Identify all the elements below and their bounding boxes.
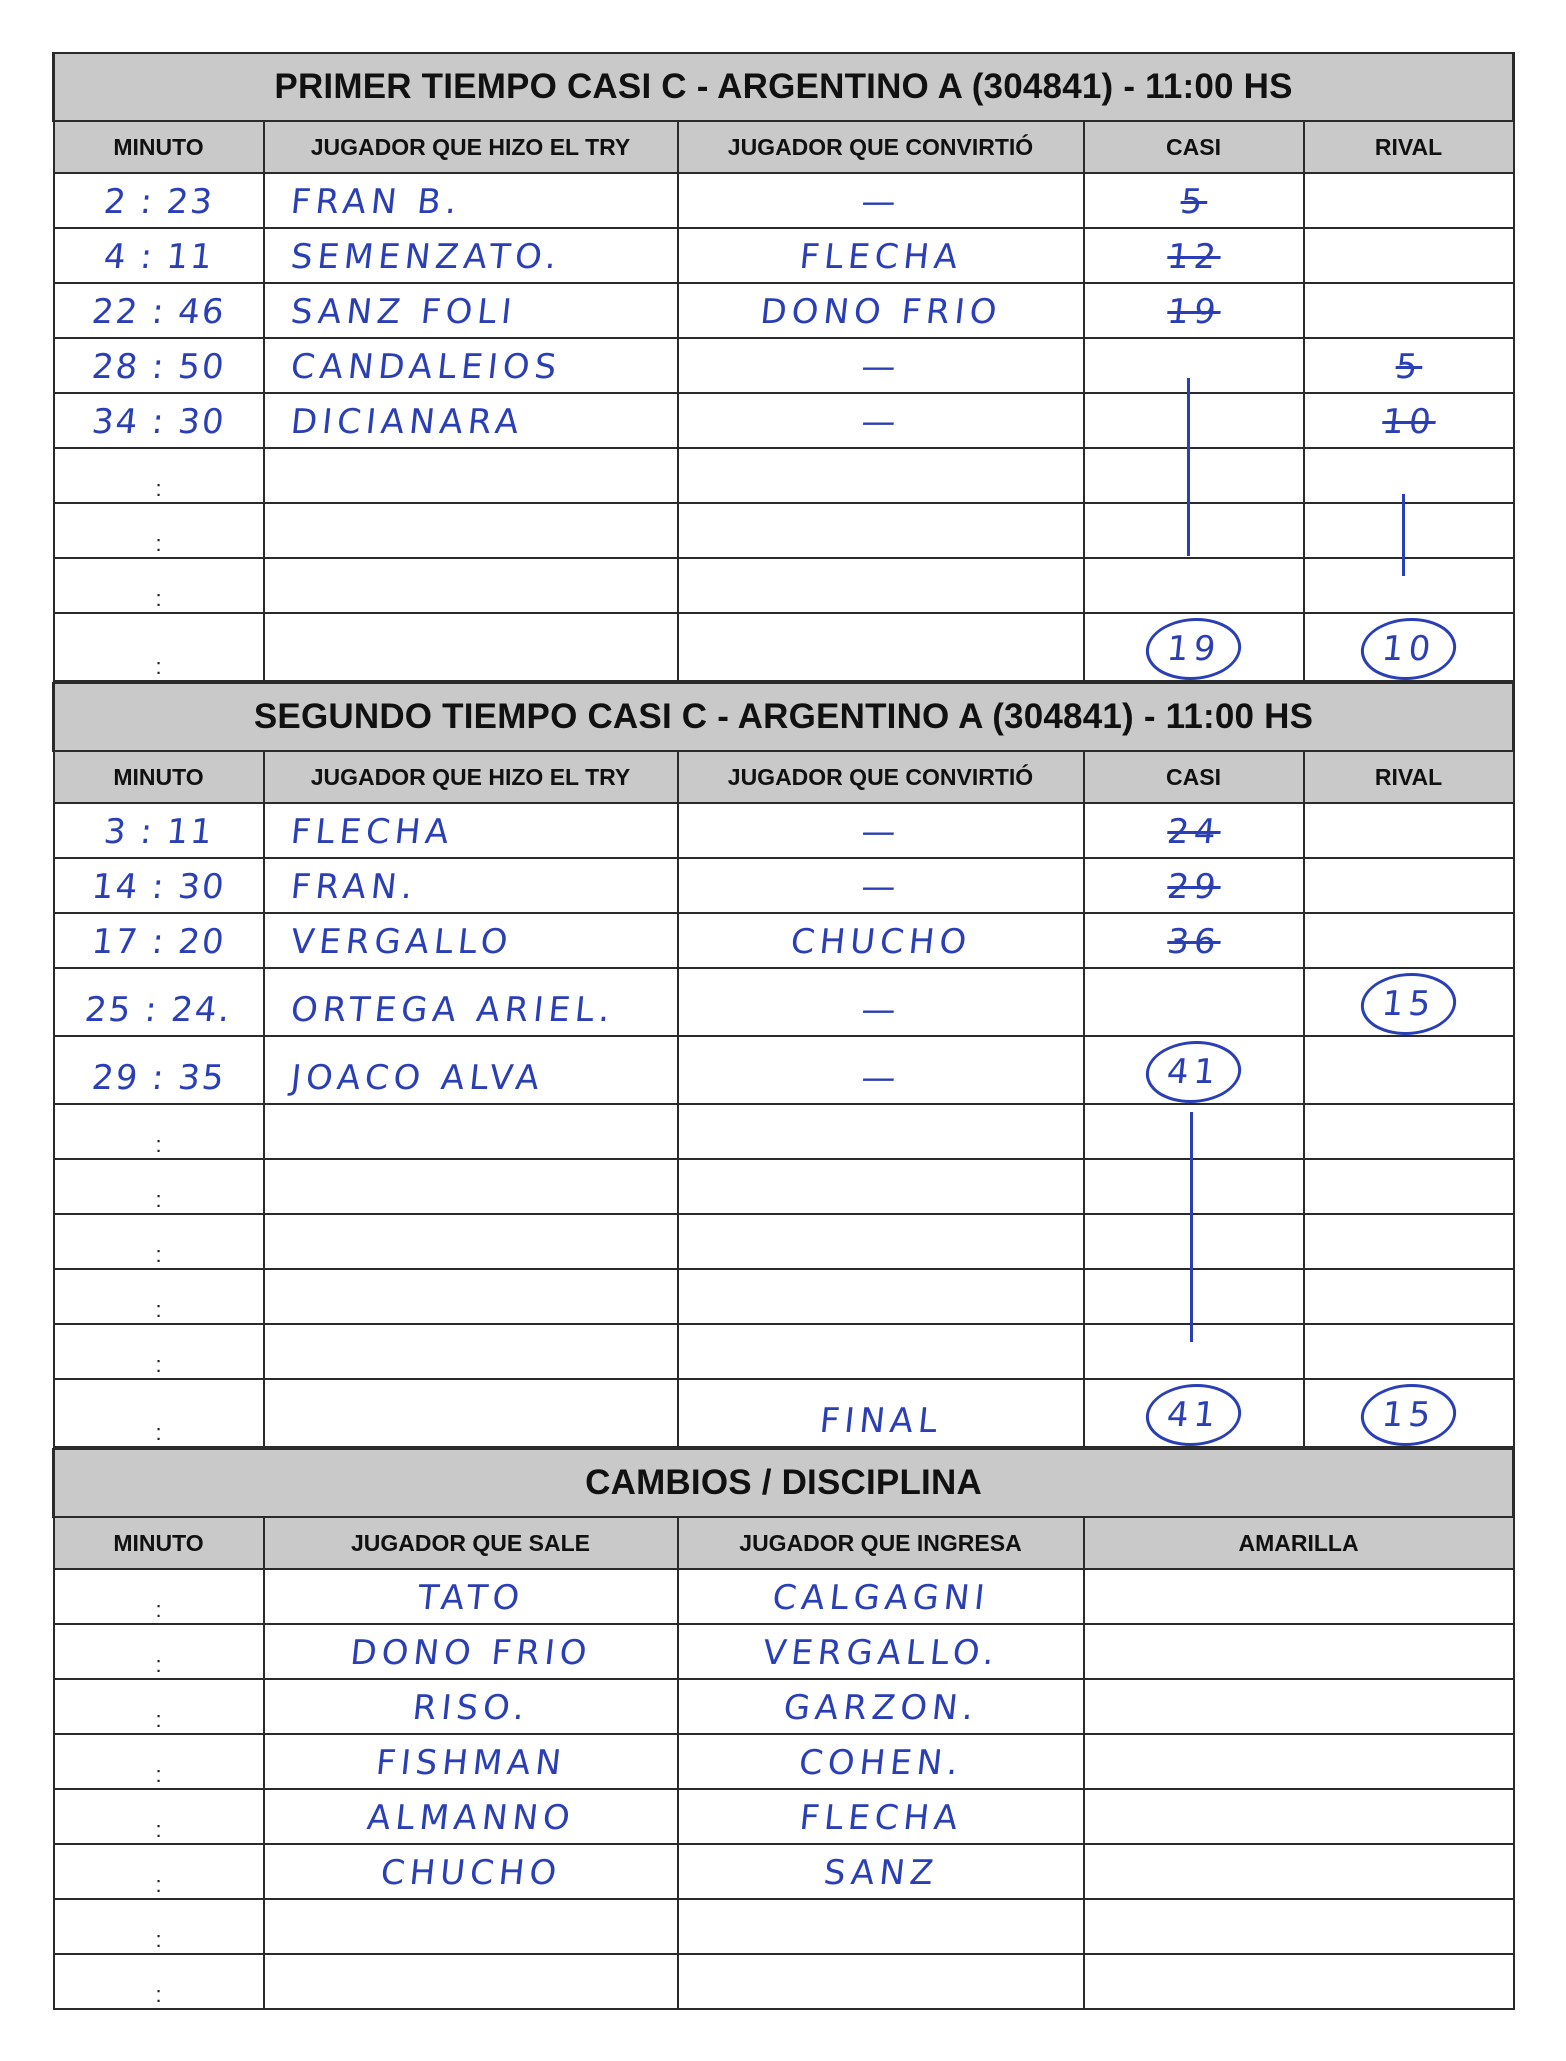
rival-cell[interactable] xyxy=(1304,913,1514,968)
try-player: JOACO ALVA xyxy=(288,1058,546,1098)
rival-cell[interactable] xyxy=(1304,968,1514,1036)
conversion-player: — xyxy=(858,812,903,852)
try-player: FRAN B. xyxy=(288,182,464,222)
player-in: SANZ xyxy=(821,1853,940,1893)
player-in: GARZON. xyxy=(781,1688,980,1728)
minute-value: : xyxy=(155,1927,162,1952)
rival-cell[interactable] xyxy=(1304,803,1514,858)
table-row xyxy=(54,1569,1514,1624)
minute-cell[interactable] xyxy=(54,1844,264,1899)
rival-cell[interactable] xyxy=(1304,448,1514,503)
rival-cell[interactable] xyxy=(1304,1324,1514,1379)
minute-cell[interactable] xyxy=(54,968,264,1036)
yellow-card-cell[interactable] xyxy=(1084,1679,1514,1734)
rival-running-line xyxy=(1402,494,1405,576)
conversion-player-cell[interactable] xyxy=(678,1269,1084,1324)
first-half-rows xyxy=(54,173,1514,681)
conversion-player: — xyxy=(858,867,903,907)
try-player-cell[interactable] xyxy=(264,558,678,613)
casi-cell[interactable] xyxy=(1084,913,1304,968)
header-conversion-player: JUGADOR QUE CONVIRTIÓ xyxy=(678,121,1084,173)
casi-score: 41 xyxy=(1143,1041,1245,1103)
try-player: FLECHA xyxy=(288,812,456,852)
conversion-player: CHUCHO xyxy=(788,922,973,962)
table-row xyxy=(54,283,1514,338)
table-row xyxy=(54,558,1514,613)
casi-cell[interactable] xyxy=(1084,1269,1304,1324)
minute-value: : xyxy=(155,476,162,501)
minute-cell[interactable] xyxy=(54,858,264,913)
minute-value: : xyxy=(155,1297,162,1322)
minute-cell[interactable] xyxy=(54,1899,264,1954)
header-try-player: JUGADOR QUE HIZO EL TRY xyxy=(264,751,678,803)
try-player-cell[interactable] xyxy=(264,1324,678,1379)
yellow-card-cell[interactable] xyxy=(1084,1624,1514,1679)
casi-cell[interactable] xyxy=(1084,338,1304,393)
player-out-cell[interactable] xyxy=(264,1844,678,1899)
minute-cell[interactable] xyxy=(54,1789,264,1844)
minute-value: : xyxy=(155,1242,162,1267)
try-player-cell[interactable] xyxy=(264,613,678,681)
table-row xyxy=(54,913,1514,968)
casi-score: 12 xyxy=(1164,237,1223,277)
table-row xyxy=(54,1899,1514,1954)
conversion-player-cell[interactable] xyxy=(678,283,1084,338)
table-row xyxy=(54,968,1514,1036)
player-out: TATO xyxy=(415,1578,526,1618)
try-player-cell[interactable] xyxy=(264,228,678,283)
casi-score: 36 xyxy=(1164,922,1223,962)
first-half-table xyxy=(52,52,1515,682)
second-half-table xyxy=(52,682,1515,1448)
minute-value: : xyxy=(155,1707,162,1732)
casi-cell[interactable] xyxy=(1084,173,1304,228)
minute-cell[interactable] xyxy=(54,1159,264,1214)
minute-cell[interactable] xyxy=(54,1954,264,2009)
minute-cell[interactable] xyxy=(54,503,264,558)
minute-value: : xyxy=(155,1762,162,1787)
conversion-player-cell[interactable] xyxy=(678,858,1084,913)
player-out: CHUCHO xyxy=(378,1853,563,1893)
casi-running-line-2 xyxy=(1190,1112,1193,1342)
table-row xyxy=(54,1214,1514,1269)
minute-cell[interactable] xyxy=(54,228,264,283)
conversion-player-cell[interactable] xyxy=(678,228,1084,283)
header-conversion-player: JUGADOR QUE CONVIRTIÓ xyxy=(678,751,1084,803)
player-out-cell[interactable] xyxy=(264,1954,678,2009)
try-player: CANDALEIOS xyxy=(288,347,563,387)
score-sheet xyxy=(52,52,1512,2010)
conversion-player-cell[interactable] xyxy=(678,1379,1084,1447)
minute-cell[interactable] xyxy=(54,1104,264,1159)
header-rival: RIVAL xyxy=(1304,121,1514,173)
rival-cell[interactable] xyxy=(1304,173,1514,228)
header-casi: CASI xyxy=(1084,751,1304,803)
table-row xyxy=(54,1036,1514,1104)
try-player-cell[interactable] xyxy=(264,1104,678,1159)
casi-running-line xyxy=(1187,378,1190,556)
casi-cell[interactable] xyxy=(1084,1379,1304,1447)
minute-value: : xyxy=(155,1817,162,1842)
conversion-player-cell[interactable] xyxy=(678,393,1084,448)
table-row xyxy=(54,1789,1514,1844)
rival-score: 5 xyxy=(1393,347,1424,387)
header-casi: CASI xyxy=(1084,121,1304,173)
changes-table xyxy=(52,1448,1515,2010)
rival-cell[interactable] xyxy=(1304,503,1514,558)
table-row xyxy=(54,1104,1514,1159)
rival-cell[interactable] xyxy=(1304,858,1514,913)
player-in: CALGAGNI xyxy=(770,1578,991,1618)
minute-value: 4 : 11 xyxy=(101,237,216,277)
conversion-player-cell[interactable] xyxy=(678,173,1084,228)
minute-value: : xyxy=(155,1597,162,1622)
minute-cell[interactable] xyxy=(54,338,264,393)
casi-cell[interactable] xyxy=(1084,858,1304,913)
second-half-title: SEGUNDO TIEMPO CASI C - ARGENTINO A (304841) - 11:00 HS xyxy=(54,683,1514,751)
casi-score: 29 xyxy=(1164,867,1223,907)
minute-cell[interactable] xyxy=(54,1379,264,1447)
conversion-player: — xyxy=(858,182,903,222)
minute-cell[interactable] xyxy=(54,1679,264,1734)
table-row xyxy=(54,338,1514,393)
minute-value: 2 : 23 xyxy=(101,182,216,222)
minute-value: : xyxy=(155,654,162,679)
conversion-player: — xyxy=(858,1058,903,1098)
minute-value: 28 : 50 xyxy=(89,347,228,387)
first-half-title: PRIMER TIEMPO CASI C - ARGENTINO A (304841) - 11:00 HS xyxy=(54,53,1514,121)
conversion-player: FLECHA xyxy=(797,237,964,277)
player-out: DONO FRIO xyxy=(347,1633,594,1673)
table-row xyxy=(54,503,1514,558)
table-row xyxy=(54,613,1514,681)
minute-cell[interactable] xyxy=(54,1214,264,1269)
conversion-player-cell[interactable] xyxy=(678,1104,1084,1159)
header-minuto: MINUTO xyxy=(54,1517,264,1569)
table-row xyxy=(54,803,1514,858)
rival-cell[interactable] xyxy=(1304,613,1514,681)
player-out-cell[interactable] xyxy=(264,1679,678,1734)
minute-cell[interactable] xyxy=(54,1734,264,1789)
try-player-cell[interactable] xyxy=(264,1269,678,1324)
conversion-player: — xyxy=(858,990,903,1030)
casi-score: 19 xyxy=(1164,292,1223,332)
minute-value: : xyxy=(155,1872,162,1897)
header-minuto: MINUTO xyxy=(54,751,264,803)
try-player-cell[interactable] xyxy=(264,913,678,968)
casi-cell[interactable] xyxy=(1084,1324,1304,1379)
conversion-player: DONO FRIO xyxy=(757,292,1004,332)
table-row xyxy=(54,1734,1514,1789)
casi-score: 24 xyxy=(1164,812,1223,852)
casi-cell[interactable] xyxy=(1084,1159,1304,1214)
player-in-cell[interactable] xyxy=(678,1679,1084,1734)
player-out-cell[interactable] xyxy=(264,1734,678,1789)
conversion-player: FINAL xyxy=(817,1401,944,1441)
player-out-cell[interactable] xyxy=(264,1899,678,1954)
player-out: RISO. xyxy=(410,1688,531,1728)
casi-cell[interactable] xyxy=(1084,503,1304,558)
casi-cell[interactable] xyxy=(1084,393,1304,448)
yellow-card-cell[interactable] xyxy=(1084,1844,1514,1899)
try-player: DICIANARA xyxy=(288,402,526,442)
yellow-card-cell[interactable] xyxy=(1084,1569,1514,1624)
casi-cell[interactable] xyxy=(1084,1104,1304,1159)
player-in: VERGALLO. xyxy=(760,1633,1001,1673)
player-in: FLECHA xyxy=(797,1798,964,1838)
minute-cell[interactable] xyxy=(54,913,264,968)
player-in-cell[interactable] xyxy=(678,1899,1084,1954)
conversion-player: — xyxy=(858,347,903,387)
yellow-card-cell[interactable] xyxy=(1084,1899,1514,1954)
table-row xyxy=(54,228,1514,283)
conversion-player-cell[interactable] xyxy=(678,1214,1084,1269)
casi-cell[interactable] xyxy=(1084,283,1304,338)
casi-cell[interactable] xyxy=(1084,613,1304,681)
player-in-cell[interactable] xyxy=(678,1569,1084,1624)
try-player: SANZ FOLI xyxy=(288,292,518,332)
rival-cell[interactable] xyxy=(1304,1214,1514,1269)
minute-cell[interactable] xyxy=(54,1624,264,1679)
minute-cell[interactable] xyxy=(54,558,264,613)
changes-title: CAMBIOS / DISCIPLINA xyxy=(54,1449,1514,1517)
player-out: FISHMAN xyxy=(373,1743,568,1783)
try-player-cell[interactable] xyxy=(264,858,678,913)
yellow-card-cell[interactable] xyxy=(1084,1954,1514,2009)
conversion-player-cell[interactable] xyxy=(678,448,1084,503)
header-try-player: JUGADOR QUE HIZO EL TRY xyxy=(264,121,678,173)
header-player-in: JUGADOR QUE INGRESA xyxy=(678,1517,1084,1569)
try-player: ORTEGA ARIEL. xyxy=(288,990,617,1030)
casi-cell[interactable] xyxy=(1084,448,1304,503)
player-in-cell[interactable] xyxy=(678,1734,1084,1789)
rival-cell[interactable] xyxy=(1304,1159,1514,1214)
rival-cell[interactable] xyxy=(1304,283,1514,338)
player-in-cell[interactable] xyxy=(678,1844,1084,1899)
rival-cell[interactable] xyxy=(1304,1036,1514,1104)
try-player-cell[interactable] xyxy=(264,1036,678,1104)
table-row xyxy=(54,1844,1514,1899)
player-in-cell[interactable] xyxy=(678,1624,1084,1679)
table-row xyxy=(54,173,1514,228)
try-player-cell[interactable] xyxy=(264,1379,678,1447)
minute-cell[interactable] xyxy=(54,1324,264,1379)
second-half-rows xyxy=(54,803,1514,1447)
rival-cell[interactable] xyxy=(1304,1379,1514,1447)
conversion-player-cell[interactable] xyxy=(678,1159,1084,1214)
minute-cell[interactable] xyxy=(54,803,264,858)
minute-value: : xyxy=(155,1352,162,1377)
header-player-out: JUGADOR QUE SALE xyxy=(264,1517,678,1569)
player-out-cell[interactable] xyxy=(264,1569,678,1624)
casi-cell[interactable] xyxy=(1084,968,1304,1036)
casi-cell[interactable] xyxy=(1084,1214,1304,1269)
casi-cell[interactable] xyxy=(1084,803,1304,858)
casi-cell[interactable] xyxy=(1084,1036,1304,1104)
header-minuto: MINUTO xyxy=(54,121,264,173)
table-row xyxy=(54,1324,1514,1379)
table-row xyxy=(54,1679,1514,1734)
minute-cell[interactable] xyxy=(54,1036,264,1104)
table-row xyxy=(54,858,1514,913)
try-player-cell[interactable] xyxy=(264,1159,678,1214)
conversion-player-cell[interactable] xyxy=(678,338,1084,393)
minute-cell[interactable] xyxy=(54,283,264,338)
yellow-card-cell[interactable] xyxy=(1084,1789,1514,1844)
changes-rows xyxy=(54,1569,1514,2009)
conversion-player-cell[interactable] xyxy=(678,1324,1084,1379)
try-player-cell[interactable] xyxy=(264,968,678,1036)
minute-value: : xyxy=(155,531,162,556)
minute-cell[interactable] xyxy=(54,173,264,228)
minute-value: 25 : 24. xyxy=(83,990,234,1030)
minute-value: : xyxy=(155,1982,162,2007)
minute-value: 14 : 30 xyxy=(89,867,228,907)
rival-cell[interactable] xyxy=(1304,1104,1514,1159)
minute-value: 29 : 35 xyxy=(89,1058,228,1098)
table-row xyxy=(54,1269,1514,1324)
minute-cell[interactable] xyxy=(54,1569,264,1624)
header-yellow-card: AMARILLA xyxy=(1084,1517,1514,1569)
try-player-cell[interactable] xyxy=(264,283,678,338)
minute-value: : xyxy=(155,1652,162,1677)
rival-score: 10 xyxy=(1358,618,1460,680)
try-player-cell[interactable] xyxy=(264,448,678,503)
rival-cell[interactable] xyxy=(1304,228,1514,283)
minute-value: 17 : 20 xyxy=(89,922,228,962)
minute-cell[interactable] xyxy=(54,1269,264,1324)
minute-value: : xyxy=(155,1420,162,1445)
try-player: VERGALLO xyxy=(288,922,515,962)
conversion-player-cell[interactable] xyxy=(678,503,1084,558)
player-in-cell[interactable] xyxy=(678,1789,1084,1844)
try-player-cell[interactable] xyxy=(264,338,678,393)
rival-cell[interactable] xyxy=(1304,558,1514,613)
header-rival: RIVAL xyxy=(1304,751,1514,803)
conversion-player-cell[interactable] xyxy=(678,613,1084,681)
player-in: COHEN. xyxy=(796,1743,965,1783)
casi-cell[interactable] xyxy=(1084,228,1304,283)
minute-value: : xyxy=(155,586,162,611)
try-player-cell[interactable] xyxy=(264,803,678,858)
try-player: SEMENZATO. xyxy=(288,237,563,277)
table-row xyxy=(54,1624,1514,1679)
rival-score: 15 xyxy=(1358,973,1460,1035)
casi-cell[interactable] xyxy=(1084,558,1304,613)
try-player-cell[interactable] xyxy=(264,173,678,228)
conversion-player-cell[interactable] xyxy=(678,803,1084,858)
table-row xyxy=(54,448,1514,503)
conversion-player-cell[interactable] xyxy=(678,913,1084,968)
casi-score: 5 xyxy=(1178,182,1209,222)
try-player: FRAN. xyxy=(288,867,419,907)
player-out-cell[interactable] xyxy=(264,1624,678,1679)
player-out-cell[interactable] xyxy=(264,1789,678,1844)
table-row xyxy=(54,1379,1514,1447)
minute-value: : xyxy=(155,1132,162,1157)
minute-value: 3 : 11 xyxy=(101,812,216,852)
minute-value: 34 : 30 xyxy=(89,402,228,442)
rival-cell[interactable] xyxy=(1304,1269,1514,1324)
player-out: ALMANNO xyxy=(364,1798,577,1838)
table-row xyxy=(54,1954,1514,2009)
minute-value: : xyxy=(155,1187,162,1212)
table-row xyxy=(54,393,1514,448)
player-in-cell[interactable] xyxy=(678,1954,1084,2009)
casi-score: 19 xyxy=(1143,618,1245,680)
try-player-cell[interactable] xyxy=(264,393,678,448)
rival-score: 15 xyxy=(1358,1384,1460,1446)
conversion-player-cell[interactable] xyxy=(678,558,1084,613)
try-player-cell[interactable] xyxy=(264,1214,678,1269)
rival-cell[interactable] xyxy=(1304,393,1514,448)
minute-cell[interactable] xyxy=(54,448,264,503)
conversion-player-cell[interactable] xyxy=(678,1036,1084,1104)
yellow-card-cell[interactable] xyxy=(1084,1734,1514,1789)
try-player-cell[interactable] xyxy=(264,503,678,558)
table-row xyxy=(54,1159,1514,1214)
conversion-player-cell[interactable] xyxy=(678,968,1084,1036)
minute-cell[interactable] xyxy=(54,613,264,681)
rival-score: 10 xyxy=(1379,402,1438,442)
rival-cell[interactable] xyxy=(1304,338,1514,393)
casi-score: 41 xyxy=(1143,1384,1245,1446)
minute-cell[interactable] xyxy=(54,393,264,448)
conversion-player: — xyxy=(858,402,903,442)
minute-value: 22 : 46 xyxy=(89,292,228,332)
